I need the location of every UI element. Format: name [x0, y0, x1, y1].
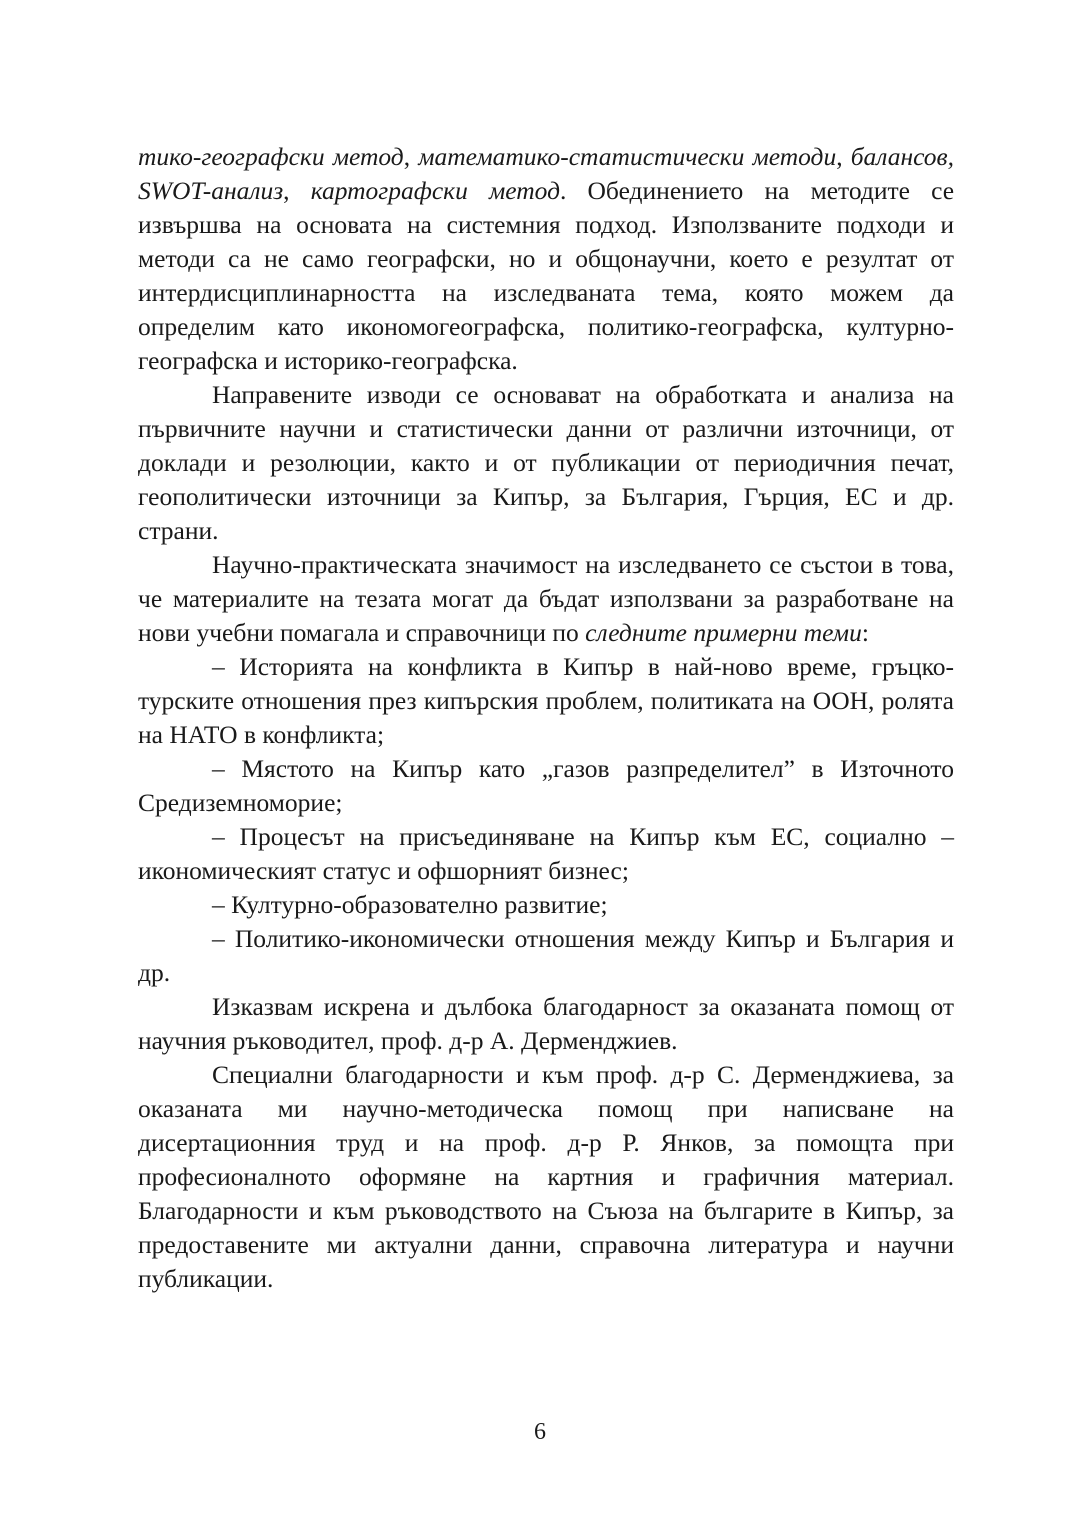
italic-text: математико-статистически методи	[418, 142, 837, 171]
text-span: :	[861, 618, 869, 647]
italic-text: следните примерни теми	[585, 618, 862, 647]
paragraph-methods	[138, 140, 954, 378]
page-number: 6	[534, 1419, 546, 1445]
text-span: . Обединението на методите се извършва на основата на системния подход. Използваните подходи и методи са не само географски, но и общонаучни, което е резултат от интердисциплинарността на изследваната тема, която можем да определим като икономогеографска, политико-географска, културно-географска и историко-географска.	[138, 176, 955, 375]
paragraph-significance	[138, 548, 954, 650]
list-item: – Мястото на Кипър като „газов разпределител” в Източното Средиземноморие;	[138, 754, 954, 817]
list-item: – Процесът на присъединяване на Кипър към ЕС, социално – икономическият статус и офшорният бизнес;	[138, 822, 954, 885]
list-item: – Историята на конфликта в Кипър в най-ново време, гръцко-турските отношения през кипърския проблем, политиката на ООН, ролята на НАТО в конфликта;	[138, 652, 954, 749]
italic-text: балансов, SWOT-анализ	[138, 142, 955, 205]
list-item: – Културно-образователно развитие;	[212, 890, 608, 919]
text-span: ,	[403, 142, 419, 171]
list-item: – Политико-икономически отношения между Кипър и България и др.	[138, 924, 954, 987]
text-span: ,	[836, 142, 851, 171]
paragraph-conclusions: Направените изводи се основават на обработката и анализа на първичните научни и статистически данни от различни източници, от доклади и резолюции, както и от публикации от периодичния печат, геополитически източници за Кипър, за България, Гърция, ЕС и др. страни.	[138, 380, 954, 545]
italic-text: картографски метод	[310, 176, 560, 205]
text-span: Научно-практическата значимост на изследването се състои в това, че материалите на тезата могат да бъдат използвани за разработване на нови учебни помагала и справочници по	[138, 550, 954, 647]
text-span: ,	[283, 176, 311, 205]
page-body	[138, 140, 954, 1296]
paragraph-special-thanks: Специални благодарности и към проф. д-р С. Дерменджиева, за оказаната ми научно-методическа помощ при написване на дисертационния труд и на проф. д-р Р. Янков, за помощта при професионалното оформяне на картния и графичния материал. Благодарности и към ръководството на Съюза на българите в Кипър, за предоставените ми актуални данни, справочна литература и научни публикации.	[138, 1060, 954, 1293]
italic-text: тико-географски метод	[138, 142, 404, 171]
paragraph-gratitude: Изказвам искрена и дълбока благодарност за оказаната помощ от научния ръководител, проф. д-р А. Дерменджиев.	[138, 992, 954, 1055]
